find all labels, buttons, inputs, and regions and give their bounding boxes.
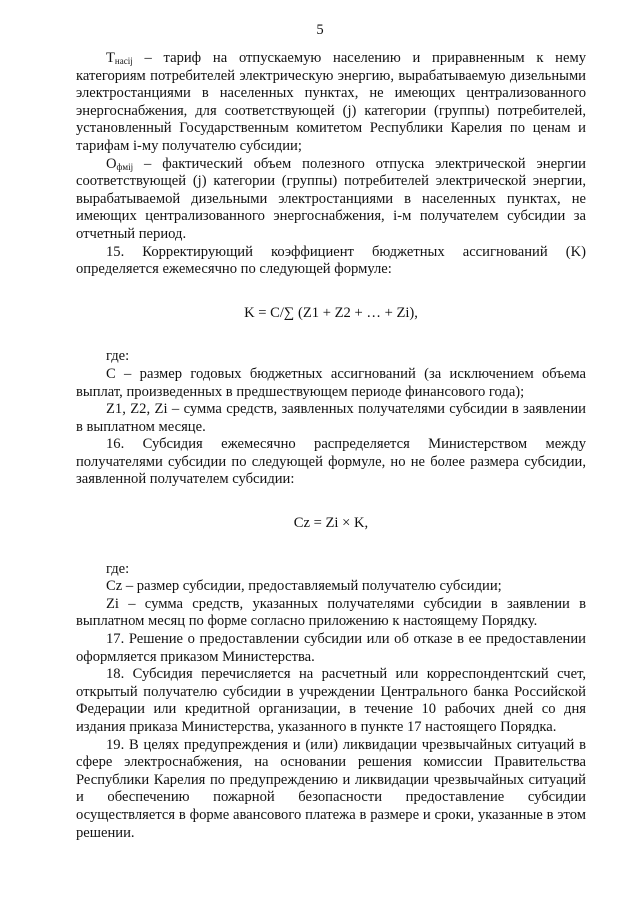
paragraph-15: 15. Корректирующий коэффициент бюджетных ассигнований (K) определяется ежемесячно по следующей формуле: — [76, 243, 586, 278]
z-definition: Z1, Z2, Zi – сумма средств, заявленных получателями субсидии в заявлении в выплатном месяце. — [76, 401, 586, 435]
paragraph-17: 17. Решение о предоставлении субсидии или об отказе в ее предоставлении оформляется приказом Министерства. — [76, 631, 586, 665]
formula-cz: Cz = Zi × K, — [293, 515, 369, 532]
tariff-definition — [76, 50, 586, 156]
volume-definition — [76, 156, 586, 244]
volume-subscript: фмij — [116, 161, 134, 172]
where-label-1: где: — [106, 348, 130, 365]
volume-text: – фактический объем полезного отпуска электрической энергии соответствующей (j) категории (группы) потребителей электрической энергии, вырабатываемой дизельными электростанциями в населенных пунктах, не имеющих централизованного энергоснабжения, i-м получателем субсидии за отчетный период. — [76, 155, 586, 242]
where-label-2: где: — [106, 560, 130, 577]
tariff-text: – тариф на отпускаемую населению и приравненным к нему категориям потребителей электрическую энергию, вырабатываемую дизельными электростанциями в населенных пунктах, не имеющих централизованного энергоснабжения, для соответствующей (j) категории (группы) потребителей, установленный Государственным комитетом Республики Карелия по ценам и тарифам i-му получателю субсидии; — [76, 50, 586, 154]
zi-definition: Zi – сумма средств, указанных получателями субсидии в заявлении в выплатном месяц по форме согласно приложению к настоящему Порядку. — [76, 595, 586, 630]
paragraph-19: 19. В целях предупреждения и (или) ликвидации чрезвычайных ситуаций в сфере электроснабжения, на основании решения комиссии Правительства Республики Карелия по предупреждению и ликвидации чрезвычайных ситуаций и обеспечению пожарной безопасности предоставление субсидии осуществляется в форме авансового платежа в размере и сроки, указанные в этом решении. — [76, 736, 586, 841]
volume-symbol: O — [106, 155, 117, 172]
paragraph-16: 16. Субсидия ежемесячно распределяется Министерством между получателями субсидии по следующей формуле, но не более размера субсидии, заявленной получателем субсидии: — [76, 436, 586, 488]
page-number: 5 — [316, 22, 324, 38]
paragraph-18: 18. Субсидия перечисляется на расчетный или корреспондентский счет, открытый получателю субсидии в учреждении Центрального банка Российской Федерации или кредитной организации, в течение 10 рабочих дней со дня издания приказа Министерства, указанного в пункте 17 настоящего Порядка. — [76, 666, 586, 735]
tariff-subscript: насij — [114, 56, 133, 66]
cz-definition: Cz – размер субсидии, предоставляемый получателю субсидии; — [106, 578, 502, 595]
formula-k: K = C/∑ (Z1 + Z2 + … + Zi), — [244, 304, 418, 321]
c-definition: C – размер годовых бюджетных ассигнований (за исключением объема выплат, произведенных в предшествующем периоде финансового года); — [76, 365, 586, 400]
page-content — [76, 50, 586, 842]
tariff-symbol: T — [106, 50, 115, 66]
